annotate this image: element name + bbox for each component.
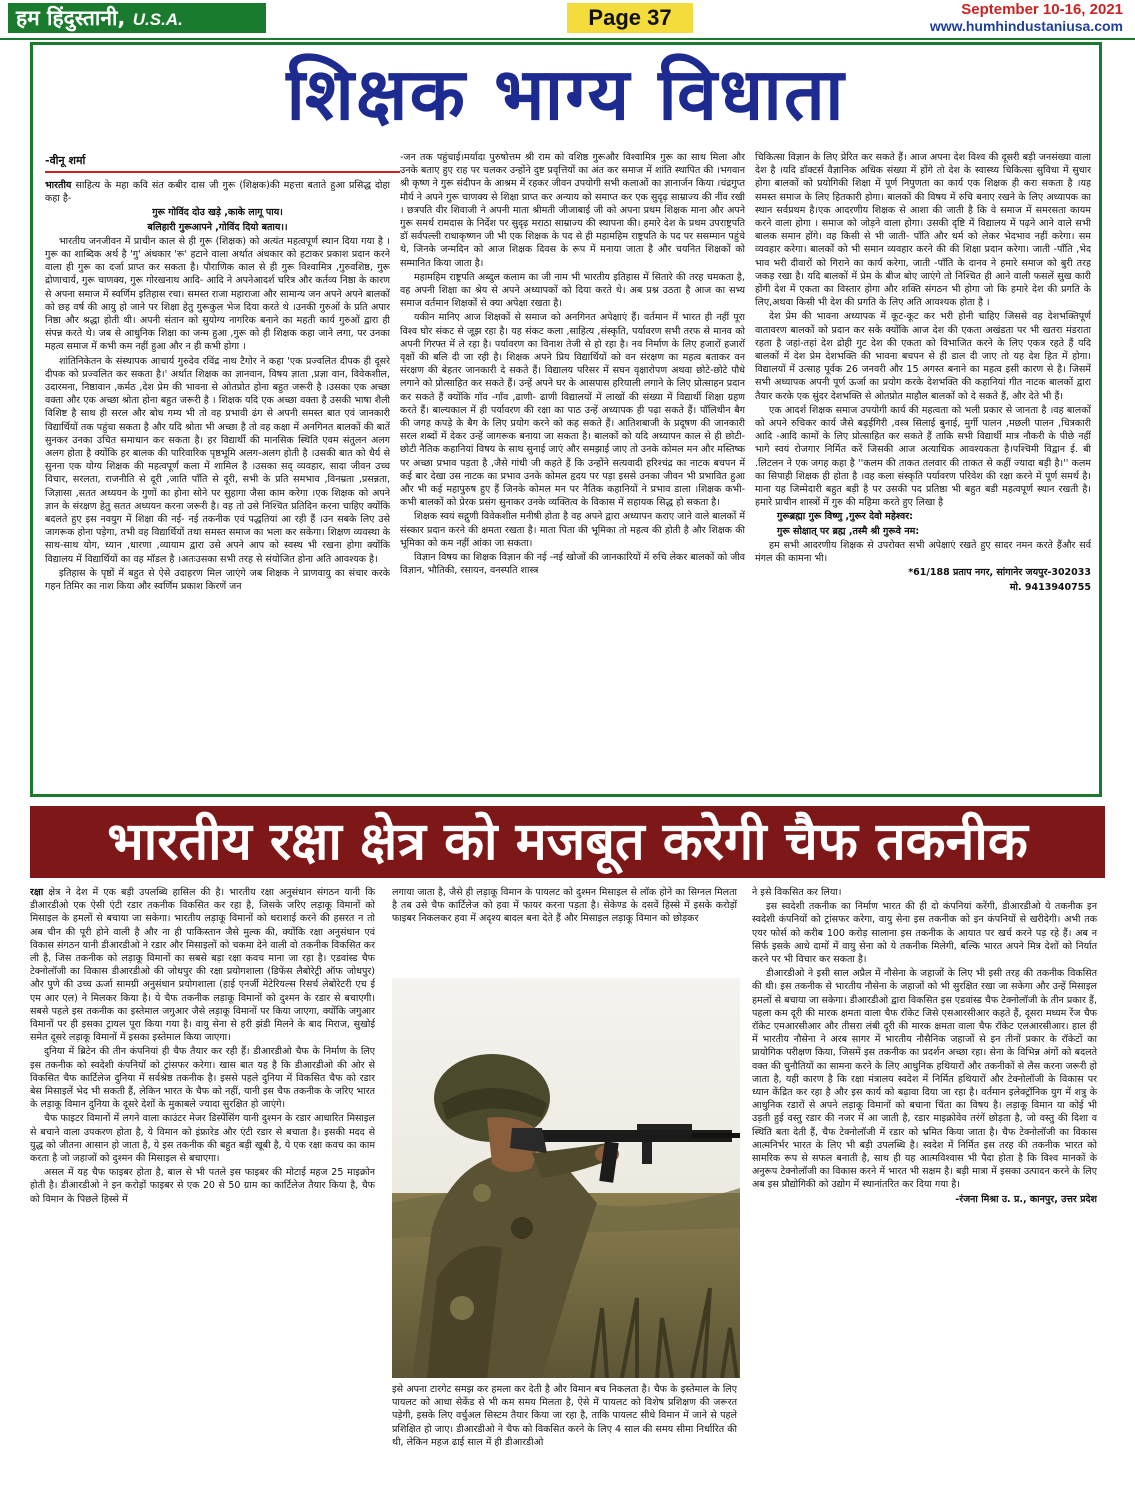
paragraph: भारतीय जनजीवन में प्राचीन काल से ही गुरू (शिक्षक) को अत्यंत महत्वपूर्ण स्थान दिया गया है ।गुरू का शाब्दिक अर्थ है 'गु' अंधकार 'रू' हटाने वाला अर्थात अंधकार को हटाकर प्रकाश प्रदान करने वाला ही गुरू का दर्जा प्राप्त कर सकता है। पौराणिक काल से ही गुरू विश्वामित्र ,गुरुवशिष्ठ, गुरू द्रोणाचार्य, गुरू चाणक्य, गुरू गोरखनाथ आदि- आदि ने अपनेआदर्श चरित्र और कर्तव्य निष्ठा के कारण से अपना समाज में स्वर्णिम इतिहास रचा। समस्त राजा महाराजा और सामान्य जन अपने अपने बालकों को छह वर्ष की आयु हो जाने पर शिक्षा हेतु गुरूकुल भेज दिया करते थे ।उनकी गुरुओं के प्रति अपार निष्ठा और श्रद्धा होती थी। अपनी संतान को सुयोग्य नागरिक बनाने का महती कार्य गुरुओं द्वारा ही संपन्न करते थे। जब से आधुनिक शिक्षा का जन्म हुआ ,गुरू को ही शिक्षक कहा जाने लगा, पर उनका महत्व समाज में कभी कम नहीं हुआ और न ही कभी होगा । [45, 235, 390, 353]
paragraph: इस स्वदेशी तकनीक का निर्माण भारत की ही दो कंपनियां करेंगी, डीआरडीओ ये तकनीक इन स्वदेशी कंपनियों को ट्रांसफर करेगा, वायु सेना इस तकनीक को इन कंपनियों से खरीदेगी। अभी तक एयर फोर्स को करीब 100 करोड़ सालाना इस तकनीक के आयात पर खर्च करने पड़ रहे हैं। अब न सिर्फ इसके आधे दामों में वायु सेना को ये तकनीक मिलेगी, बल्कि भारत अपने मित्र देशों को निर्यात करने पर भी विचार कर सकता है। [752, 901, 1097, 966]
article-teacher-column-2 [400, 151, 745, 791]
byline-rule [45, 171, 400, 173]
paragraph: इतिहास के पृष्ठों में बहुत से ऐसे उदाहरण मिल जाएंगे जब शिक्षक ने प्राणवायु का संचार करके गहन तिमिर का नाश किया और स्वर्णिम प्रकाश किरणें जन [45, 567, 390, 593]
paper-region: U.S.A. [132, 10, 183, 29]
lead-word: रक्षा [30, 887, 44, 898]
article-teacher-title: शिक्षक भाग्य विधाता [286, 52, 846, 136]
paragraph-text: साहित्य के महा कवि संत कबीर दास जी गुरू (शिक्षक)की महत्ता बताते हुआ प्रसिद्ध दोहा कहा है- [45, 180, 390, 205]
article-teacher-column-3 [755, 151, 1091, 791]
paragraph: -जन तक पहुंचाई।मर्यादा पुरुषोत्तम श्री राम को वशिष्ठ गुरूऔर विश्वामित्र गुरू का साथ मिला और उनके बताए हुए राह पर चलकर उन्होंने दुष्ट प्रवृत्तियों का अंत कर समाज में शांति स्थापित की ।भगवान श्री कृष्ण ने गुरू संदीपन के आश्रम में रहकर जीवन उपयोगी सभी कलाओं का ज्ञानार्जन किया ।चंद्रगुप्त मौर्य ने अपने गुरू चाणक्य से शिक्षा प्राप्त कर अन्याय को समाप्त कर एक सुदृढ़ साम्राज्य की नींव रखी । छत्रपति वीर शिवाजी ने अपनी माता श्रीमती जीजाबाई जी को अपना प्रथम शिक्षक माना और अपने गुरू समर्थ रामदास के निर्देश पर सुदृढ़ मराठा साम्राज्य की स्थापना की। हमारे देश के प्रथम उपराष्ट्रपति डॉ सर्वपल्ली राधाकृष्णन जी भी एक शिक्षक के पद से ही महामहिम राष्ट्रपति के पद पर ससम्मान पहुंचे थे, जिनके जन्मदिन को आज शिक्षक दिवस के रूप में मनाया जाता है और चयनित शिक्षकों को सम्मानित किया जाता है। [400, 152, 745, 269]
paragraph: डीआरडीओ ने इसी साल अप्रैल में नौसेना के जहाजों के लिए भी इसी तरह की तकनीक विकसित की थी। इस तकनीक से भारतीय नौसेना के जहाजों को भी सुरक्षित रखा जा सकेगा और उन्हें मिसाइल हमलों से बचाया जा सकेगा। डीआरडीओ द्वारा विकसित इस एडवांस्ड चैफ टेक्नोलॉजी के तीन प्रकार हैं, पहला कम दूरी की मारक क्षमता वाला चैफ रॉकेट जिसे एसआरसीआर कहते हैं, दूसरा मध्यम रेंज चैफ रॉकेट एमआरसीआर और तीसरा लंबी दूरी की मारक क्षमता वाला चैफ रॉकेट एलआरसीआर। हाल ही में भारतीय नौसेना ने अरब सागर में भारतीय नौसैनिक जहाजों से इन तीनों प्रकार के रॉकेटों का प्रायोगिक परीक्षण किया, जिसमें इस तकनीक का प्रदर्शन अच्छा रहा। सेना के विभिन्न अंगों को बदलते वक्त की चुनौतियों का सामना करने के लिए आधुनिक हथियारों और तकनीकों से लैस करना जरूरी हो जाता है, यही कारण है कि रक्षा मंत्रालय स्वदेश में निर्मित हथियारों और टेक्नोलॉजी के विकास पर ध्यान केंद्रित कर रहा है और इस कार्य को बढ़ावा दिया जा रहा है। वर्तमान इलेक्ट्रॉनिक युग में शत्रु के आधुनिक रडारों से अपने लड़ाकू विमानों को बचाना चिंता का विषय है। लड़ाकू विमान या कोई भी उड़ती हुई वस्तु रडार की नजर में आ जाती है, रडार माइक्रोवेव तरंगें छोड़ता है, जो वस्तु की दिशा व स्थिति बता देती हैं, चैफ टेक्नोलॉजी में रडार को भ्रमित किया जाता है। चैफ टेक्नोलॉजी का विकास आत्मनिर्भर भारत के लिए भी बड़ी उपलब्धि है। स्वदेश में निर्मित इस तरह की तकनीक भारत को सामरिक रूप से सफल बनाती है, साथ ही यह आत्मविश्वास भी पैदा होता है कि विश्व मानकों के अनुरूप टेक्नोलॉजी का विकास करने में भारत भी सक्षम है। बड़ी मात्रा में इसका उत्पादन करने के लिए अब इस प्रौद्योगिकी को उद्योग में स्थानांतरित कर दिया गया है। [752, 968, 1097, 1191]
author-address: *61/188 प्रताप नगर, सांगानेर जयपुर-302033 [908, 567, 1091, 579]
paragraph: एक आदर्श शिक्षक समाज उपयोगी कार्य की महत्वता को भली प्रकार से जानता है ।वह बालकों को अपने रुचिकर कार्य जैसे बढ़ईगिरी ,वस्त्र सिलाई बुनाई, मुर्गी पालन ,मछली पालन ,चित्रकारी आदि -आदि कामों के लिए प्रोत्साहित कर सकते हैं ताकि सभी विद्यार्थी मात्र नौकरी के पीछे नहीं भागे स्वयं रोजगार निर्मित करें जिसकी आज अत्याधिक आवश्यकता है।पश्चिमी विद्वान ई. बी .लिटलन ने एक जगह कहा है ''कलम की ताकत तलवार की ताकत से कहीं ज्यादा बड़ी है।'' कलम का सिपाही शिक्षक ही होता है ।वह कला संस्कृति पर्यावरण परिवेश की रक्षा करने में पूर्ण समर्थ है। माना यह जिम्मेदारी बहुत बड़ी है पर उसकी पद प्रतिष्ठा भी बहुत बडी महत्वपूर्ण स्थान रखती है। हमारे प्राचीन शास्त्रों में गुरु की महिमा करते हुए लिखा है [755, 404, 1091, 509]
paragraph: शांतिनिकेतन के संस्थापक आचार्य गुरुदेव रविंद्र नाथ टैगोर ने कहा 'एक प्रज्वलित दीपक ही दूसरे दीपक को प्रज्वलित कर सकता है।' अर्थात शिक्षक का ज्ञानवान, विषय ज्ञाता ,प्रज्ञा वान, विवेकशील, उदारमना, निष्ठावान ,कर्मठ ,देश प्रेम की भावना से ओतप्रोत होना बहुत जरूरी है ।उसका एक अच्छा वक्ता और एक अच्छा श्रोता होना बहुत जरूरी है । शिक्षक यदि एक अच्छा वक्ता है उसकी भाषा शैली विशिष्ट है साथ ही सरल और बोध गम्य भी तो वह प्रभावी ढंग से अपनी समस्त बात एवं जानकारी विद्यार्थियों तक पहुंचा सकता है और यदि श्रोता भी अच्छा है तो वह कक्षा में अनगिनत बालकों की बातें सुनकर उनका उचित समाधान कर सकता है। हर विद्यार्थी की मानसिक स्थिति एवम संतुलन अलग अलग होता है क्योंकि हर बालक की पारिवारिक पृष्ठभूमि अलग-अलग होती है ।उसकी बात को धैर्य से सुनना एक योग्य शिक्षक की महत्वपूर्ण कला में शामिल है ।उसका सद् व्यवहार, सादा जीवन उच्च विचार, सरलता, राजनीति से दूरी ,जाति पाँति से दूरी, सभी के प्रति समभाव ,विनम्रता ,प्रसन्नता, जिज्ञासा ,सतत अध्ययन के गुणों का होना सोने पर सुहागा जैसा काम करेगा ।एक शिक्षक को अपने ज्ञान के संरक्षण हेतु सतत अध्ययन करना जरूरी है। वह तो उसे निश्चित प्रतिदिन करना चाहिए क्योंकि बदलते हुए इस नवयुग में शिक्षा की नई- नई तकनीक एवं पद्धतियां आ रही हैं ।उन सबके लिए उसे जागरूक होना पड़ेगा, तभी वह विद्यार्थियों तथा समस्त समाज का भला कर सकेगा। शिक्षण व्यवस्था के साथ-साथ योग, ध्यान ,धारणा ,व्यायाम द्वारा उसे अपने आप को स्वस्थ भी रखना होगा क्योंकि विद्यालय में विद्यार्थियों का वह मॉडल है ।अतःउसका सभी तरह से संयोजित होना अति आवश्यक है। [45, 355, 390, 565]
shloka-line-2: गुरू सोक्षात् पर ब्रह्म ,तस्मै श्री गुरूवे नम: [777, 525, 920, 537]
couplet-line-1: गुरू गोविंद दोउ खड़े ,काके लागू पाय। [152, 207, 283, 219]
paragraph [45, 179, 390, 205]
article-chaff-title: भारतीय रक्षा क्षेत्र को मजबूत करेगी चैफ तकनीक [107, 812, 1028, 872]
author-phone: मो. 9413940755 [1009, 581, 1091, 593]
paper-name-text: हम हिंदुस्तानी, [16, 6, 126, 30]
article-teacher-byline: -वीनू शर्मा [45, 154, 86, 167]
article-teacher-frame [30, 42, 1102, 797]
soldier-photo [392, 978, 740, 1378]
article-chaff-column-2-top [392, 886, 737, 976]
paragraph: यकीन मानिए आज शिक्षकों से समाज को अनगिनत अपेक्षाएं हैं। वर्तमान में भारत ही नहीं पूरा विश्व घोर संकट से जूझ रहा है। यह संकट कला ,साहित्य ,संस्कृति, पर्यावरण सभी तरफ से मानव को अपनी गिरफ्त में ले रहा है। पर्यावरण का विनाश तेजी से हो रहा है। नव निर्माण के लिए हजारों हजारों वृक्षों की बलि दी जा रही है। शिक्षक अपने प्रिय विद्यार्थियों को वन संरक्षण का महत्व बताकर वन संरक्षण की बेहतर जानकारी दे सकते हैं। विद्यालय परिसर में सघन वृक्षारोपण अथवा छोटे-छोटे पौधे लगाने को प्रोत्साहित कर सकते हैं। उन्हें अपने घर के आसपास हरियाली लगाने के लिए प्रोत्साहन प्रदान कर सकते हैं क्योंकि गाँव -गाँव ,ढाणी- ढाणी विद्यालयों में लाखों की संख्या में विद्यार्थी शिक्षा ग्रहण करते हैं। बाल्यकाल में ही पर्यावरण की रक्षा का पाठ उन्हें अध्यापक ही पढ़ा सकते हैं। पॉलिथीन बैग की जगह कपड़े के बैग के लिए प्रयोग करने को कह सकते हैं। आतिशबाजी के प्रदूषण की जानकारी सरल शब्दों में देकर उन्हें जागरूक बनाया जा सकता है। बालकों को यदि अध्यापन काल से ही छोटी-छोटी नैतिक कहानियां विषय के साथ सुनाई जाएं और समझाई जाए तो उनके कोमल मन और मस्तिष्क पर अच्छा प्रभाव पड़ता है ,जैसे गांधी जी कहते हैं कि उन्होंने सत्यवादी हरिश्चंद्र का नाटक बचपन में कई बार देखा उस नाटक का प्रभाव उनके कोमल हृदय पर पड़ा इससे उनका जीवन भी प्रभावित हुआ और भी कई महापुरुष हुए हैं जिनके कोमल मन पर नैतिक कहानियों ने प्रभाव डाला ।शिक्षक कभी-कभी बालकों को प्रेरक प्रसंग सुनाकर उनके व्यक्तित्व के विकास में सहायक सिद्ध हो सकता है। [400, 312, 745, 509]
soldier-photo-illustration [392, 978, 740, 1378]
lead-word: भारतीय [45, 180, 72, 191]
article-teacher-column-1 [45, 179, 390, 791]
article-chaff-banner [30, 806, 1105, 878]
paragraph: इसे अपना टारगेट समझ कर हमला कर देती है और विमान बच निकलता है। चैफ के इस्तेमाल के लिए पायलट को आधा सेकेंड से भी कम समय मिलता है, ऐसे में पायलट को विशेष प्रशिक्षण की जरूरत पड़ेगी, इसके लिए वर्चुअल सिस्टम तैयार किया जा रहा है, ताकि पायलट सीधे विमान में जाने से पहले प्रशिक्षित हो जाए। डीआरडीओ ने चैफ को विकसित करने के लिए 4 साल की समय सीमा निर्धारित की थी, लेकिन महज ढाई साल में ही डीआरडीओ [392, 1384, 737, 1448]
date-and-website [930, 1, 1123, 35]
article-chaff-column-3 [752, 886, 1097, 1482]
paragraph: दुनिया में ब्रिटेन की तीन कंपनियां ही चैफ तैयार कर रही हैं। डीआरडीओ चैफ के निर्माण के लिए इस तकनीक को स्वदेशी कंपनियों को ट्रांसफर करेगा। खास बात यह है कि डीआरडीओ की ओर से विकसित चैफ कार्टिलेज दुनिया में सर्वश्रेष्ठ तकनीक है। इससे पहले दुनिया में विकसित चैफ को रडार बेस मिसाइलें भेद भी सकती हैं, लेकिन भारत के चैफ को नहीं, यानी इस चैफ तकनीक के जरिए भारत के लड़ाकू विमान दुनिया के दूसरे देशों के मुकाबले ज्यादा सुरक्षित हो जाएंगे। [30, 1046, 375, 1111]
article-chaff-author: -रंजना मिश्रा उ. प्र., कानपुर, उत्तर प्रदेश [955, 1193, 1097, 1205]
article-chaff-column-1 [30, 886, 375, 1482]
paragraph: शिक्षक स्वयं सद्गुणी विवेकशील मनीषी होता है वह अपने द्वारा अध्यापन कराए जाने वाले बालकों में संस्कार प्रदान करने की क्षमता रखता है। माता पिता की भूमिका तो महत्व की होती है और शिक्षक की भूमिका को कम नहीं आंका जा सकता। [400, 511, 745, 549]
paragraph: चैफ फाइटर विमानों में लगने वाला काउंटर मेजर डिस्पेंसिंग यानी दुश्मन के रडार आधारित मिसाइल से बचाने वाला उपकरण होता है, ये विमान को इंफ्रारेड और एंटी रडार से बचाता है। इसकी मदद से युद्ध को जीतना आसान हो जाता है, ये इस तकनीक की बहुत बड़ी खूबी है, ये एक रक्षा कवच का काम करता है जो जहाजों को दुश्मन की मिसाइल से बचाएगा। [30, 1113, 375, 1165]
paragraph [30, 886, 375, 1044]
shloka-line-1: गुरूब्रह्मा गुरू विष्णु ,गुरूर देवो महेश्वर: [777, 511, 913, 523]
issue-date: September 10-16, 2021 [961, 1, 1123, 18]
paragraph: हम सभी आदरणीय शिक्षक से उपरोक्त सभी अपेक्षाएं रखते हुए सादर नमन करते हैंऔर सर्व मंगल की कामना भी। [755, 539, 1091, 565]
paragraph: देश प्रेम की भावना अध्यापक में कूट-कूट कर भरी होनी चाहिए जिससे वह देशभक्तिपूर्ण वातावरण बालकों को प्रदान कर सके क्योंकि आज देश की एकता अखंडता पर भी खतरा मंडराता रहता है जहां-तहां देश द्रोही गुट देश की एकता को विभाजित करने के लिए एकत्र रहते हैं यदि बालकों में देश प्रेम देशभक्ति की भावना बचपन से ही डाल दी जाए तो यह देश हित में होगा। विद्यालयों में उत्साह पूर्वक 26 जनवरी और 15 अगस्त बनाने का महत्व इसी कारण से है। जिसमें सभी अध्यापक अपनी पूर्ण ऊर्जा का प्रयोग करके देशभक्ति की कहानियां गीत नाटक बालकों द्वारा तैयार करके एक सुंदर देशभक्ति से ओतप्रोत माहौल बालकों को दे सकते हैं, और देते भी हैं। [755, 311, 1091, 402]
paragraph-text: क्षेत्र ने देश में एक बड़ी उपलब्धि हासिल की है। भारतीय रक्षा अनुसंधान संगठन यानी कि डीआरडीओ एक ऐसी एंटी रडार तकनीक विकसित कर रहा है, जिसके जरिए लड़ाकू विमानों को मिसाइल के हमलों से बचाया जा सकेगा। भारतीय लड़ाकू विमानों को धराशाई करने की हसरत न तो अब चीन की पूरी होने वाली है और ना ही पाकिस्तान जैसे मुल्क की, क्योंकि रक्षा अनुसंधान एवं विकास संगठन यानी डीआरडीओ ने रडार और मिसाइलों को चकमा देने वाली वो तकनीक विकसित कर ली है, जिस तकनीक को लड़ाकू विमानों का सबसे बड़ा रक्षा कवच माना जा रहा है। एडवांस्ड चैफ टेक्नोलॉजी का विकास डीआरडीओ की जोधपुर की रक्षा प्रयोगशाला (डिफेंस लैबोरेट्री ऑफ जोधपुर) और पुणे की उच्च ऊर्जा सामग्री अनुसंधान प्रयोगशाला (हाई एनर्जी मेटेरियल्स रिसर्च लेबोरेटरी एच ई एम आर एल) ने मिलकर किया है। ये चैफ तकनीक लड़ाकू विमानों को दुश्मन के रडार से बचाएगी। सबसे पहले इस तकनीक का इस्तेमाल जगुआर जैसे लड़ाकू विमानों पर किया जाएगा, क्योंकि जगुआर विमानों पर ही इसका ट्रायल पूरा किया गया है। वायु सेना से हरी झंडी मिलने के बाद मिराज, सुखोई समेत दूसरे लड़ाकू विमानों में इसका इस्तेमाल किया जाएगा। [30, 887, 375, 1044]
paragraph: लगाया जाता है, जैसे ही लड़ाकू विमान के पायलट को दुश्मन मिसाइल से लॉक होने का सिग्नल मिलता है तब उसे चैफ कार्टिलेज को हवा में फायर करना पड़ता है। सेकेण्ड के दसवें हिस्से में इसके करोड़ों फाइबर निकलकर हवा में अदृश्य बादल बना देते हैं और मिसाइल लड़ाकू विमान को छोड़कर [392, 887, 737, 925]
paragraph: चिकित्सा विज्ञान के लिए प्रेरित कर सकते हैं। आज अपना देश विश्व की दूसरी बड़ी जनसंख्या वाला देश है ।यदि डॉक्टर्स वैज्ञानिक अधिक संख्या में होंगे तो देश के स्वास्थ्य चिकित्सा सुविधा में सुधार होगा बालकों को प्रयोगिकी शिक्षा में पूर्ण निपुणता का कार्य एक शिक्षक ही करा सकता है ।यह समस्त समाज के लिए हितकारी होगा। बालकों की विषय में रुचि बनाए रखने के लिए अध्यापक का स्थान सर्वप्रथम है।एक आदरणीय शिक्षक से आशा की जाती है कि वे समाज में समरसता कायम करने वाला होगा । समाज को जोड़ने वाला होगा। उसकी दृष्टि में विद्यालय में पढ़ने आने वाले सभी बालक समान होंगे। वह किसी से भी जाती- पाँति और धर्म को लेकर भेदभाव नहीं करेगा। सम व्यवहार करेगा। बालकों को भी समान व्यवहार करने की की शिक्षा प्रदान करेगा। जाती -पाँति ,भेद भाव भरी दीवारों को गिराने का कार्य करेगा, जाती -पाँति के दानव ने हमारे समाज को बुरी तरह जकड़ रखा है। यदि बालकों में प्रेम के बीज बोए जाएंगे तो निश्चित ही आने वाली फसलें सुख कारी होंगी देश में एकता का विस्तार होगा और शक्ति संगठन भी होगा जो कि हमारे देश की प्रगति के लिए,अथवा किसी भी देश की प्रगति के लिए अति आवश्यक होता है । [755, 152, 1091, 309]
paragraph: विज्ञान विषय का शिक्षक विज्ञान की नई -नई खोजों की जानकारियों में रुचि लेकर बालकों को जीव विज्ञान, भौतिकी, रसायन, वनस्पति शास्त्र [400, 552, 745, 577]
couplet-line-2: बलिहारी गुरूआपने ,गोविंद दियो बताय।। [147, 221, 288, 233]
paragraph: ने इसे विकसित कर लिया। [752, 887, 842, 898]
paragraph: असल में यह चैफ फाइबर होता है, बाल से भी पतले इस फाइबर की मोटाई महज 25 माइक्रोन होती है। डीआरडीओ ने इन करोड़ों फाइबर से एक 20 से 50 ग्राम का कार्टिलेज तैयार किया है, चैफ को विमान के पिछले हिस्से में [30, 1167, 375, 1205]
paper-name [8, 3, 266, 33]
page-number: Page 37 [567, 3, 693, 33]
masthead [0, 0, 1135, 40]
paragraph: महामहिम राष्ट्रपति अब्दुल कलाम का जी नाम भी भारतीय इतिहास में सितारे की तरह चमकता है, वह अपनी शिक्षा का श्रेय से अपने अध्यापकों को दिया करते थे। अब प्रश्न उठता है आज का सभ्य समाज वर्तमान शिक्षकों से क्या अपेक्षा रखता है। [400, 271, 745, 310]
article-chaff-column-2-bottom [392, 1383, 737, 1483]
website-link[interactable]: www.humhindustaniusa.com [929, 18, 1123, 34]
